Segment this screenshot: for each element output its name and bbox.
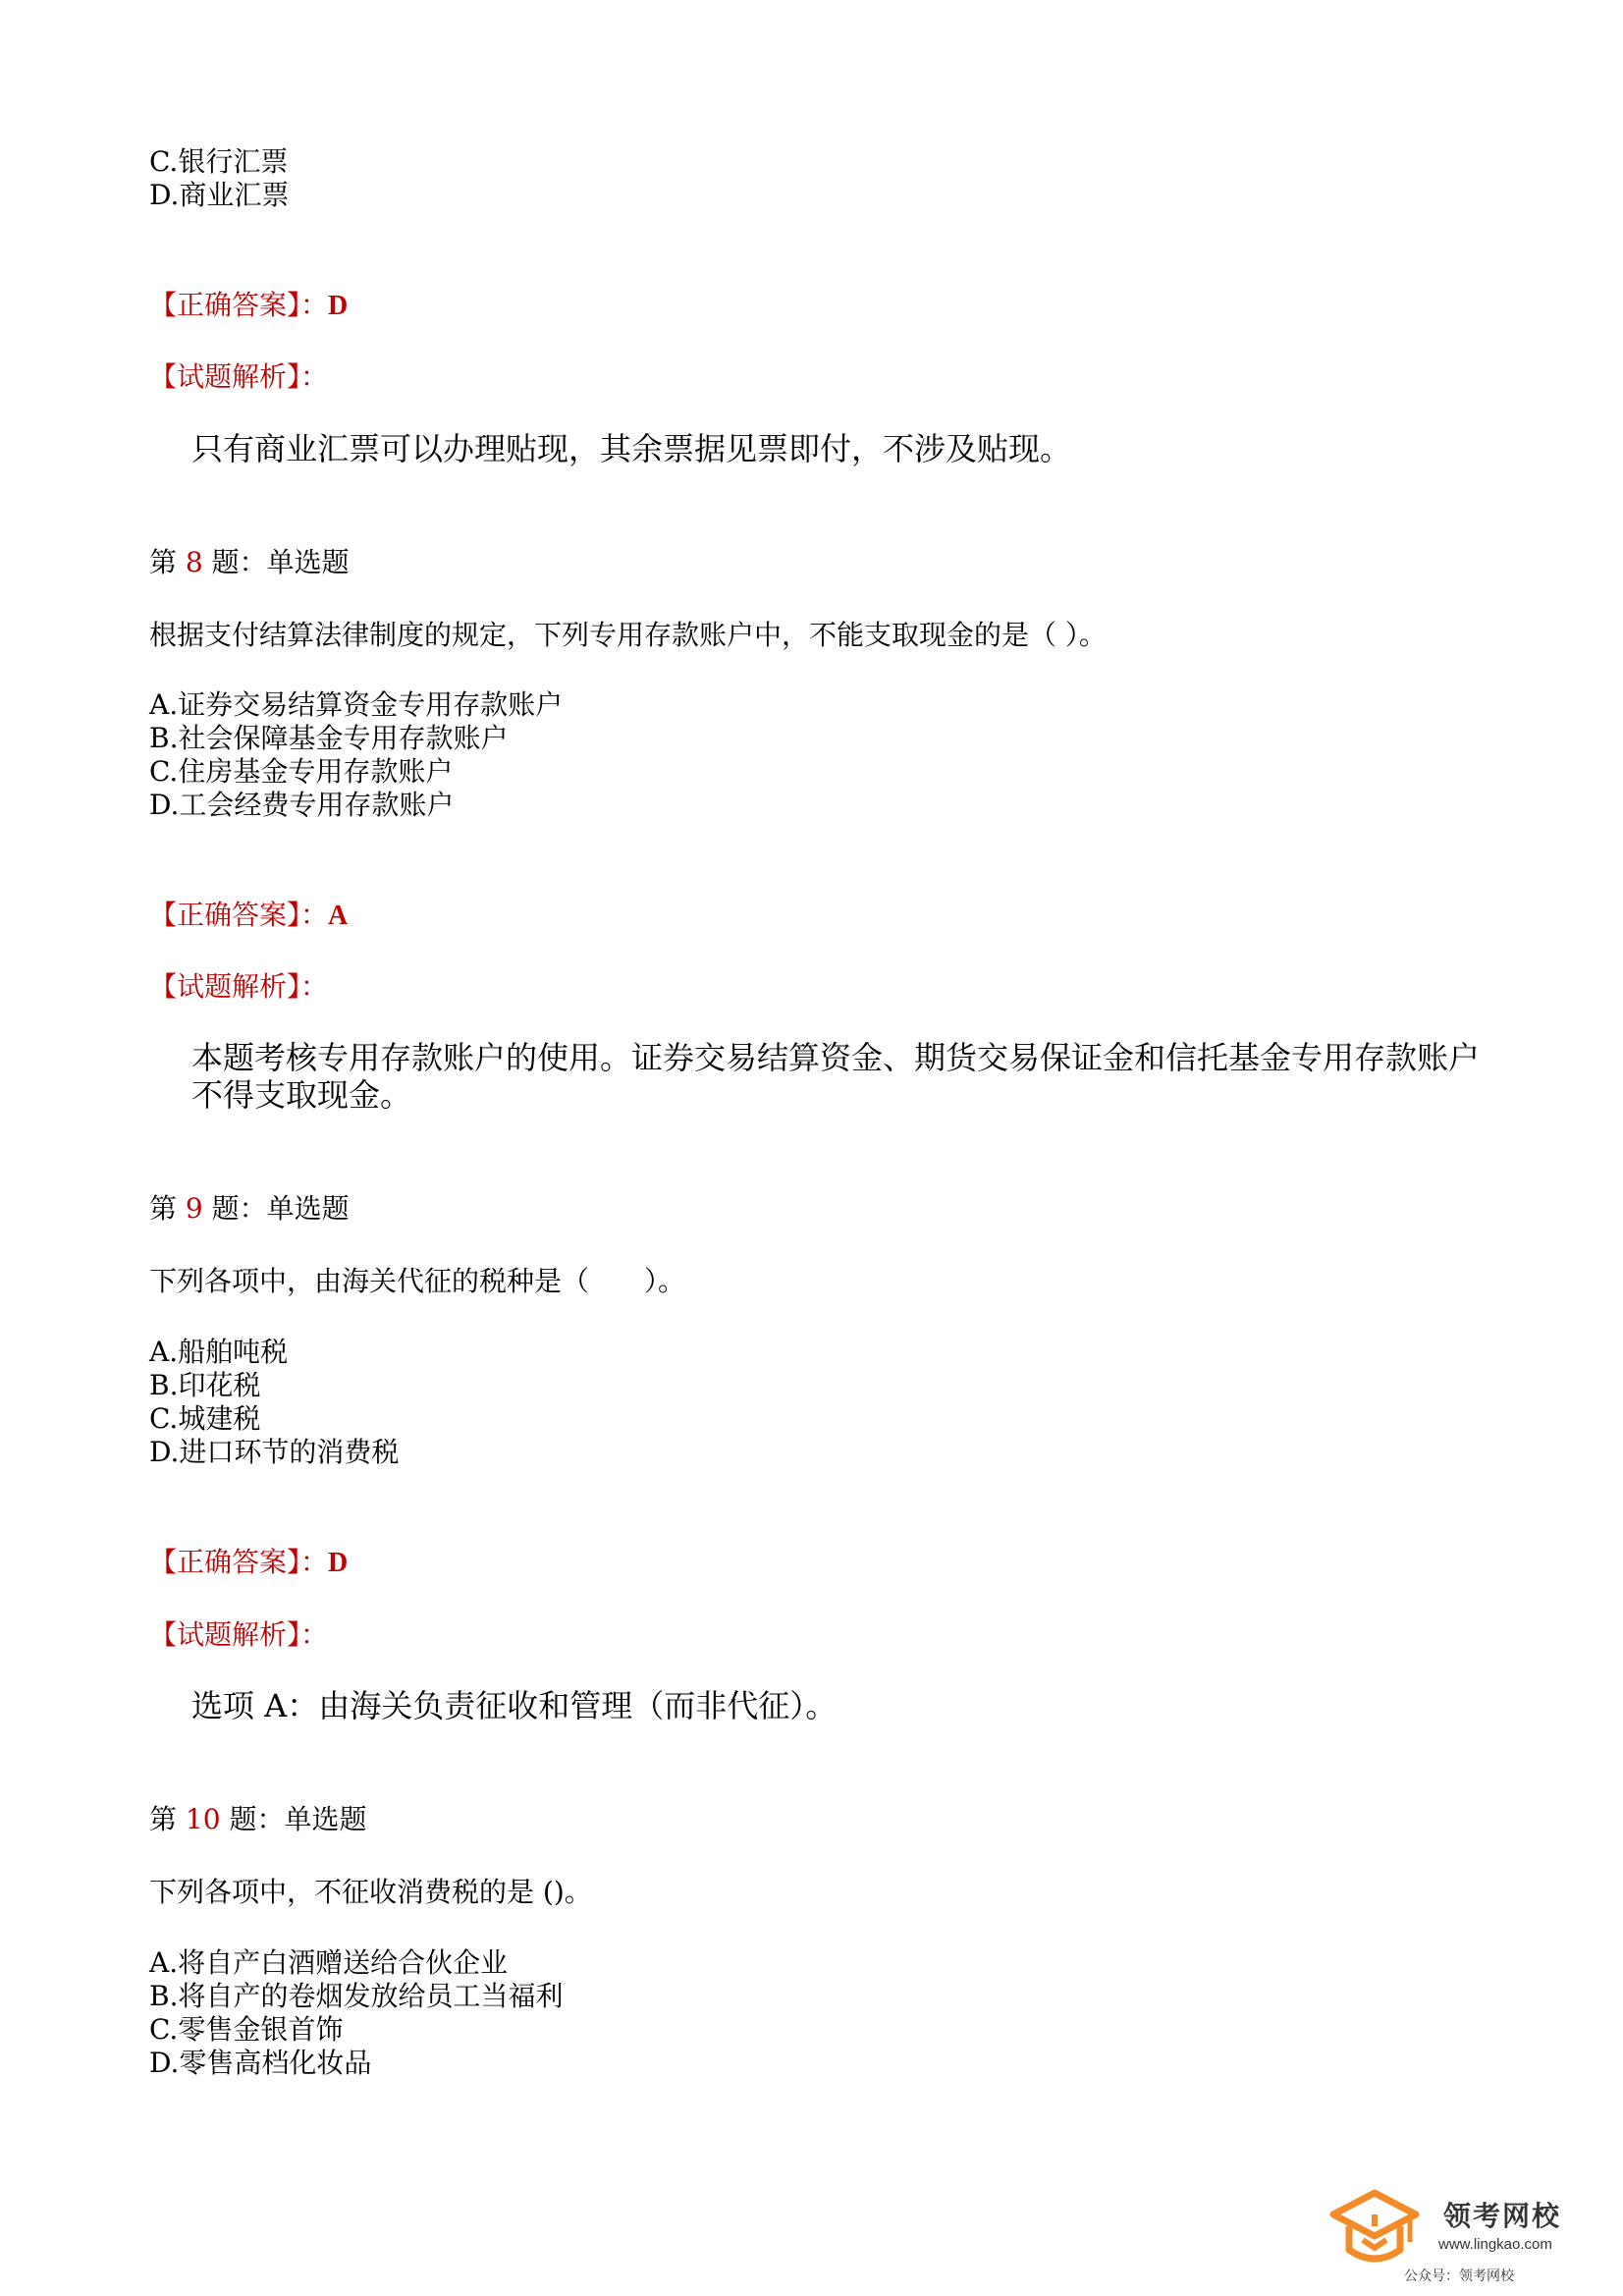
q10-header xyxy=(149,1803,366,1836)
brand-url: www.lingkao.com xyxy=(1438,2236,1552,2253)
question-prefix: 第 xyxy=(149,1803,186,1835)
q10-option-c: C.零售金银首饰 xyxy=(149,2013,344,2046)
q9-option-a: A.船舶吨税 xyxy=(149,1336,289,1368)
answer-label: 【正确答案】： xyxy=(149,289,329,321)
q7-option-c: C.银行汇票 xyxy=(149,145,289,178)
q9-option-c: C.城建税 xyxy=(149,1402,261,1435)
q9-stem: 下列各项中，由海关代征的税种是（ ）。 xyxy=(149,1265,686,1297)
answer-value: A xyxy=(328,901,349,931)
brand-wechat: 公众号：领考网校 xyxy=(1404,2269,1514,2284)
question-type: 题：单选题 xyxy=(220,1803,367,1835)
q10-stem: 下列各项中，不征收消费税的是 ()。 xyxy=(149,1876,592,1908)
q8-option-b: B.社会保障基金专用存款账户 xyxy=(149,722,509,754)
question-number: 9 xyxy=(185,1192,203,1225)
q9-analysis-text: 选项 A：由海关负责征收和管理（而非代征）。 xyxy=(191,1687,838,1724)
q8-stem: 根据支付结算法律制度的规定，下列专用存款账户中，不能支取现金的是（ ）。 xyxy=(149,619,1107,651)
q8-answer xyxy=(149,899,348,933)
q8-analysis-label: 【试题解析】： xyxy=(149,970,329,1003)
q8-option-d: D.工会经费专用存款账户 xyxy=(149,789,455,821)
question-type: 题：单选题 xyxy=(202,1192,350,1225)
answer-label: 【正确答案】： xyxy=(149,899,329,931)
q7-option-d: D.商业汇票 xyxy=(149,179,290,211)
q10-option-a: A.将自产白酒赠送给合伙企业 xyxy=(149,1946,509,1979)
question-type: 题：单选题 xyxy=(202,546,350,578)
q9-header xyxy=(149,1192,350,1226)
q9-option-b: B.印花税 xyxy=(149,1369,261,1401)
brand-name: 领考网校 xyxy=(1443,2200,1562,2232)
answer-value: D xyxy=(328,291,349,321)
q8-analysis-text: 本题考核专用存款账户的使用。证券交易结算资金、期货交易保证金和信托基金专用存款账户不得支取现金。 xyxy=(191,1039,1481,1114)
q10-option-d: D.零售高档化妆品 xyxy=(149,2047,372,2079)
q8-header xyxy=(149,546,350,579)
footer-logo xyxy=(1325,2185,1610,2288)
q8-option-a: A.证券交易结算资金专用存款账户 xyxy=(149,688,564,721)
q9-analysis-label: 【试题解析】： xyxy=(149,1618,329,1651)
q9-option-d: D.进口环节的消费税 xyxy=(149,1436,400,1468)
q9-answer xyxy=(149,1546,348,1580)
question-prefix: 第 xyxy=(149,546,186,578)
q7-analysis-label: 【试题解析】： xyxy=(149,360,329,393)
q7-answer xyxy=(149,289,348,323)
question-prefix: 第 xyxy=(149,1192,186,1225)
question-number: 8 xyxy=(185,546,203,578)
answer-label: 【正确答案】： xyxy=(149,1546,329,1578)
q7-analysis-text: 只有商业汇票可以办理贴现，其余票据见票即付，不涉及贴现。 xyxy=(191,430,1072,467)
answer-value: D xyxy=(328,1548,349,1578)
question-number: 10 xyxy=(185,1803,221,1835)
q8-option-c: C.住房基金专用存款账户 xyxy=(149,755,454,788)
q10-option-b: B.将自产的卷烟发放给员工当福利 xyxy=(149,1980,564,2012)
